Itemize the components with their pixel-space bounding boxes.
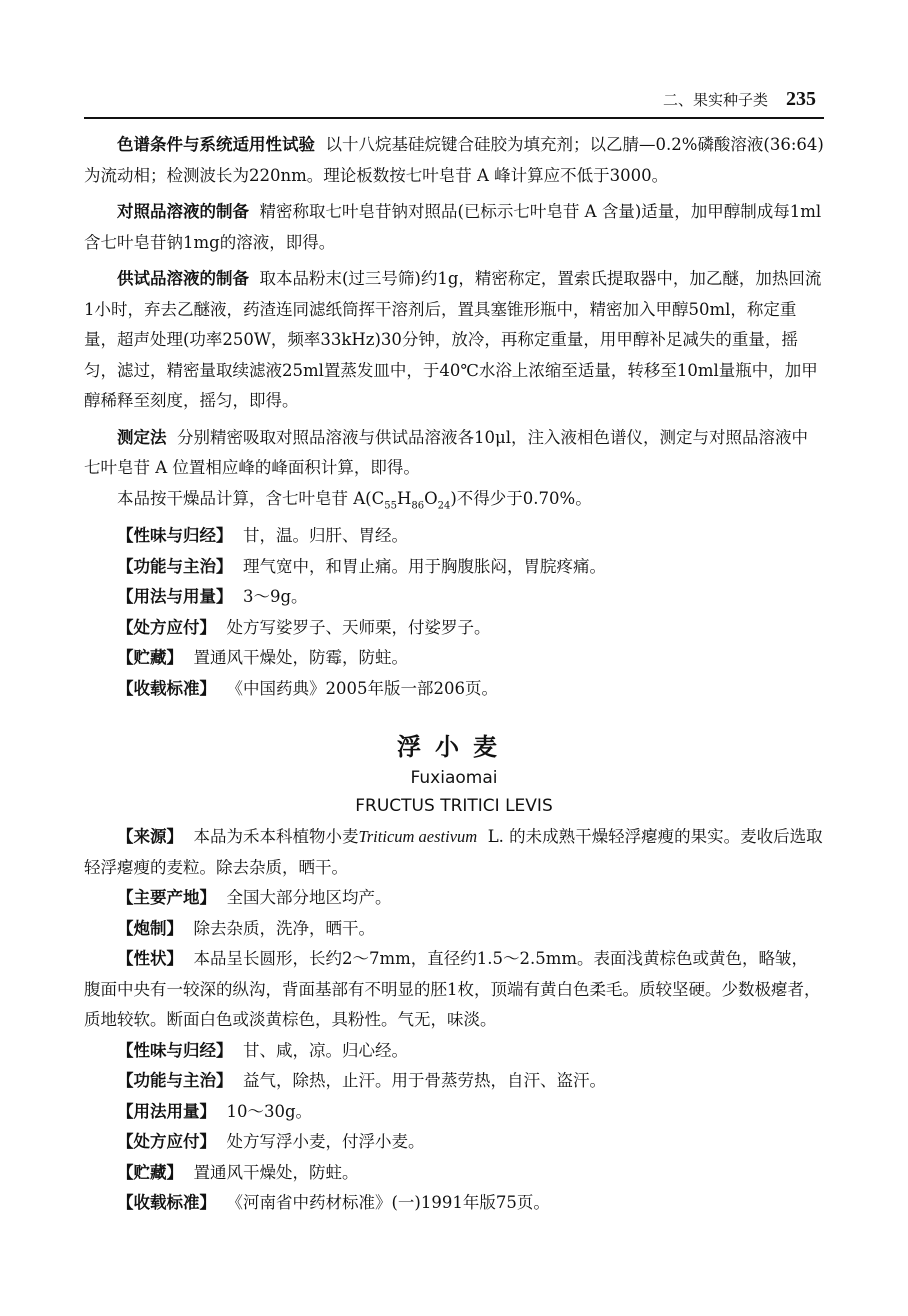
standard-text-1: 《中国药典》2005年版一部206页。 (226, 678, 498, 698)
function-indication-2 (84, 1066, 824, 1097)
standard-text-2: 《河南省中药材标准》(一)1991年版75页。 (226, 1193, 550, 1213)
entry-latin-name: FRUCTUS TRITICI LEVIS (355, 796, 553, 817)
storage-label-1: 【贮藏】 (117, 648, 183, 668)
standard-1 (84, 674, 824, 705)
storage-1 (84, 643, 824, 674)
source-text-post: L. 的未成熟干燥轻浮瘪瘦的果实。麦收后选取轻浮瘪瘦的麦粒。除去杂质，晒干。 (84, 827, 823, 877)
formula-subscript-h: 86 (411, 499, 425, 511)
origin-text: 全国大部分地区均产。 (226, 888, 392, 908)
prescription-label-2: 【处方应付】 (117, 1132, 216, 1152)
storage-text-2: 置通风干燥处，防蛀。 (193, 1162, 359, 1182)
processing-text: 除去杂质，洗净，晒干。 (193, 918, 375, 938)
page-number: 235 (786, 88, 816, 110)
function-indication-1 (84, 552, 824, 583)
test-solution-paragraph (84, 264, 824, 417)
assay-paragraph (84, 423, 824, 484)
function-text-1: 理气宽中，和胃止痛。用于胸腹胀闷，胃脘疼痛。 (243, 556, 606, 576)
running-head (663, 88, 816, 111)
chromatography-text: 以十八烷基硅烷键合硅胶为填充剂；以乙腈—0.2%磷酸溶液(36:64)为流动相；检测波长为220nm。理论板数按七叶皂苷 A 峰计算应不低于3000。 (84, 135, 824, 185)
standard-label-1: 【收载标准】 (117, 678, 216, 698)
entry-title: 浮小麦 (397, 733, 511, 762)
source-text-pre: 本品为禾本科植物小麦 (193, 827, 359, 847)
character-paragraph (84, 944, 824, 1036)
test-solution-text: 取本品粉末(过三号筛)约1g，精密称定，置索氏提取器中，加乙醚，加热回流1小时，弃去乙醚液，药渣连同滤纸筒挥干溶剂后，置具塞锥形瓶中，精密加入甲醇50ml，称定重量，超声处理(功率250W，频率33kHz)30分钟，放冷，再称定重量，用甲醇补足减失的重量，摇匀，滤过，精密量取续滤液25ml置蒸发皿中，于40℃水浴上浓缩至适量，转移至10ml量瓶中，加甲醇稀释至刻度，摇匀，即得。 (84, 269, 822, 410)
nature-label-2: 【性味与归经】 (117, 1040, 233, 1060)
character-text: 本品呈长圆形，长约2～7mm，直径约1.5～2.5mm。表面浅黄棕色或黄色，略皱，腹面中央有一较深的纵沟，背面基部有不明显的胚1枚，顶端有黄白色柔毛。质较坚硬。少数极瘪者，质地较软。断面白色或淡黄棕色，具粉性。气无，味淡。 (84, 949, 821, 1030)
nature-text-2: 甘、咸，凉。归心经。 (243, 1040, 408, 1060)
usage-text-1: 3～9g。 (243, 587, 308, 607)
reference-solution-text: 精密称取七叶皂苷钠对照品(已标示七叶皂苷 A 含量)适量，加甲醇制成每1ml含七叶皂苷钠1mg的溶液，即得。 (84, 202, 822, 252)
source-paragraph (84, 822, 824, 883)
function-label-2: 【功能与主治】 (117, 1071, 233, 1091)
storage-2 (84, 1158, 824, 1189)
assay-text: 分别精密吸取对照品溶液与供试品溶液各10μl，注入液相色谱仪，测定与对照品溶液中七叶皂苷 A 位置相应峰的峰面积计算，即得。 (84, 427, 808, 477)
prescription-1 (84, 613, 824, 644)
nature-meridian-2 (84, 1036, 824, 1067)
content-text-pre: 本品按干燥品计算，含七叶皂苷 A(C (117, 488, 385, 508)
formula-o: O (424, 488, 438, 508)
source-label: 【来源】 (117, 827, 183, 847)
content-requirement (84, 484, 824, 522)
usage-label-1: 【用法与用量】 (117, 587, 233, 607)
formula-subscript-c: 55 (384, 499, 397, 511)
nature-text-1: 甘，温。归肝、胃经。 (243, 526, 408, 546)
standard-label-2: 【收载标准】 (117, 1193, 216, 1213)
origin-paragraph (84, 883, 824, 914)
header-rule (84, 117, 824, 119)
character-label: 【性状】 (117, 949, 183, 969)
running-head-section: 二、果实种子类 (662, 91, 768, 109)
nature-meridian-1 (84, 521, 824, 552)
function-text-2: 益气，除热，止汗。用于骨蒸劳热，自汗、盗汗。 (243, 1071, 606, 1091)
formula-h: H (396, 488, 412, 508)
nature-label-1: 【性味与归经】 (117, 526, 233, 546)
test-solution-label: 供试品溶液的制备 (117, 269, 249, 288)
source-latin-species: Triticum aestivum (358, 827, 478, 847)
standard-2 (84, 1188, 824, 1219)
usage-dosage-2 (84, 1097, 824, 1128)
function-label-1: 【功能与主治】 (117, 556, 233, 576)
prescription-text-2: 处方写浮小麦，付浮小麦。 (226, 1132, 425, 1152)
formula-subscript-o: 24 (437, 499, 451, 511)
assay-label: 测定法 (117, 427, 167, 447)
entry-pinyin: Fuxiaomai (410, 768, 498, 789)
reference-solution-paragraph (84, 197, 824, 258)
processing-label: 【炮制】 (117, 918, 183, 938)
content-text-post: )不得少于0.70%。 (450, 488, 592, 508)
usage-label-2: 【用法用量】 (117, 1101, 216, 1121)
prescription-text-1: 处方写娑罗子、天师栗，付娑罗子。 (226, 617, 491, 637)
prescription-2 (84, 1127, 824, 1158)
reference-solution-label: 对照品溶液的制备 (117, 202, 249, 221)
prescription-label-1: 【处方应付】 (117, 617, 216, 637)
storage-label-2: 【贮藏】 (117, 1162, 183, 1182)
processing-paragraph (84, 914, 824, 945)
origin-label: 【主要产地】 (117, 888, 216, 908)
body-text (84, 130, 824, 1219)
chromatography-label: 色谱条件与系统适用性试验 (117, 135, 315, 154)
usage-dosage-1 (84, 582, 824, 613)
usage-text-2: 10～30g。 (226, 1101, 313, 1121)
chromatography-paragraph (84, 130, 824, 191)
storage-text-1: 置通风干燥处，防霉，防蛀。 (193, 648, 408, 668)
